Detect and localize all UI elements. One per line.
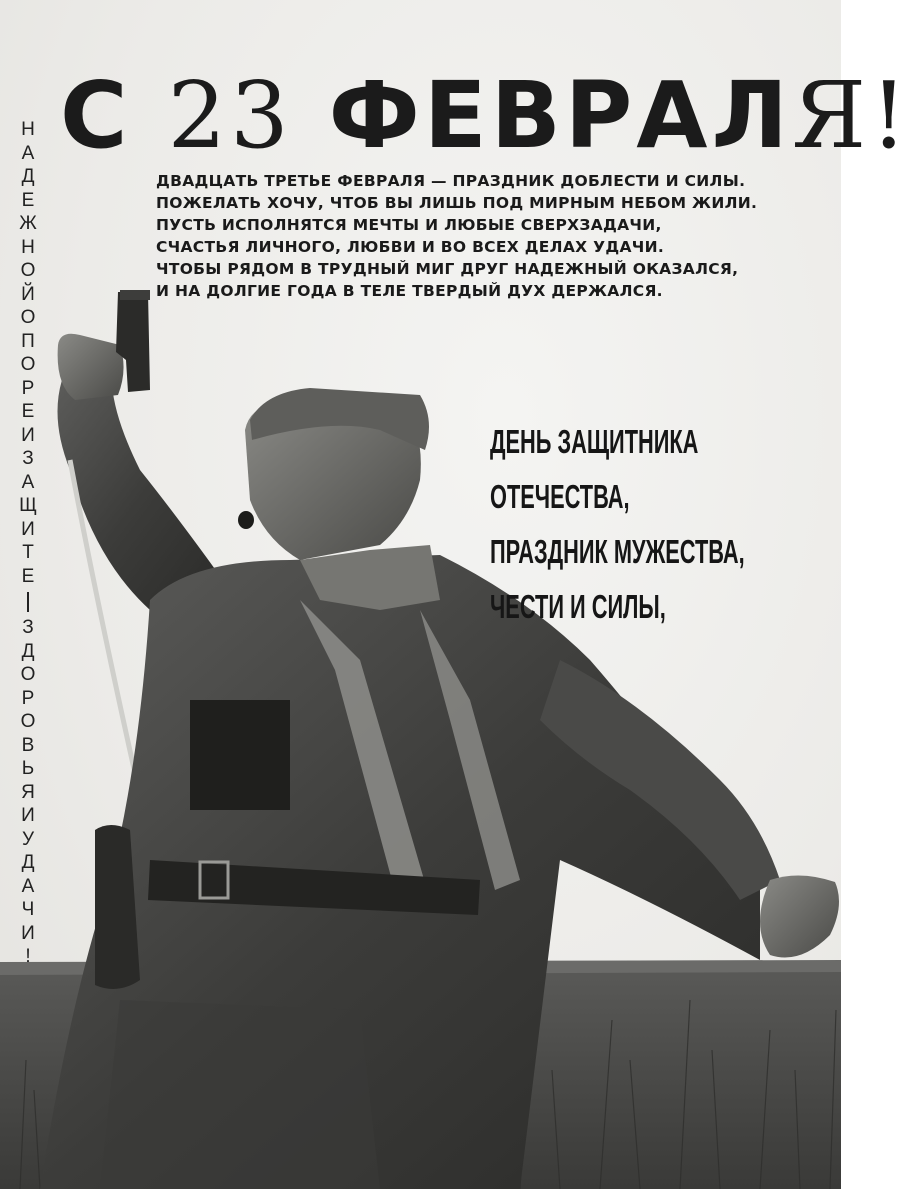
vertical-char: Ж [19, 213, 37, 234]
vertical-char: З [22, 448, 34, 469]
vertical-char: Щ [19, 495, 37, 516]
vertical-char: Я [21, 781, 35, 803]
vertical-char: Д [21, 640, 35, 662]
poem-line: ДВАДЦАТЬ ТРЕТЬЕ ФЕВРАЛЯ — ПРАЗДНИК ДОБЛЕСТИ И СИЛЫ. [156, 172, 746, 190]
title-number: 23 [167, 62, 293, 169]
page-title [60, 62, 911, 169]
title-word-part2: Я! [791, 62, 911, 169]
slogan-line: ДЕНЬ ЗАЩИТНИКА [490, 423, 699, 460]
slogan-line: ОТЕЧЕСТВА, [490, 478, 630, 515]
vertical-char: О [20, 664, 36, 685]
vertical-char: О [20, 307, 36, 328]
vertical-char: Н [21, 119, 35, 140]
vertical-divider [27, 592, 29, 612]
poem [156, 170, 816, 302]
vertical-text-part2 [14, 616, 42, 969]
vertical-text-part1 [14, 118, 42, 588]
vertical-char: А [21, 875, 35, 897]
title-prefix: С [60, 62, 132, 169]
poem-line: ЧТОБЫ РЯДОМ В ТРУДНЫЙ МИГ ДРУГ НАДЕЖНЫЙ ОКАЗАЛСЯ, [156, 260, 739, 278]
slogan-line: ЧЕСТИ И СИЛЫ, [490, 588, 666, 625]
vertical-char: П [21, 330, 35, 352]
vertical-char: ! [25, 946, 31, 967]
vertical-char: И [21, 922, 35, 944]
vertical-char: Ь [21, 758, 35, 779]
vertical-char: Ч [21, 899, 35, 920]
vertical-char: И [21, 424, 35, 446]
vertical-char: Е [21, 565, 35, 587]
poem-line: СЧАСТЬЯ ЛИЧНОГО, ЛЮБВИ И ВО ВСЕХ ДЕЛАХ УДАЧИ. [156, 238, 665, 256]
vertical-char: Д [21, 852, 35, 873]
vertical-char: И [21, 805, 35, 826]
poem-line: ПУСТЬ ИСПОЛНЯТСЯ МЕЧТЫ И ЛЮБЫЕ СВЕРХЗАДАЧИ, [156, 216, 662, 234]
vertical-char: Т [22, 542, 34, 563]
slogan-line: ПРАЗДНИК МУЖЕСТВА, [490, 533, 745, 570]
vertical-char: Е [21, 401, 35, 422]
vertical-char: Е [21, 189, 35, 211]
vertical-char: А [21, 471, 35, 493]
vertical-char: В [21, 734, 35, 756]
slogan [490, 414, 830, 634]
poem-line: И НА ДОЛГИЕ ГОДА В ТЕЛЕ ТВЕРДЫЙ ДУХ ДЕРЖАЛСЯ. [156, 282, 663, 300]
vertical-char: Н [21, 236, 35, 258]
vertical-char: У [21, 828, 35, 850]
poem-line: ПОЖЕЛАТЬ ХОЧУ, ЧТОБ ВЫ ЛИШЬ ПОД МИРНЫМ НЕБОМ ЖИЛИ. [156, 194, 758, 212]
vertical-char: З [22, 617, 34, 638]
vertical-char: О [20, 260, 36, 281]
vertical-char: О [20, 711, 36, 732]
vertical-char: Р [21, 377, 35, 399]
vertical-char: Й [21, 283, 35, 305]
vertical-char: И [21, 518, 35, 540]
vertical-wish [14, 118, 42, 969]
vertical-char: Д [21, 166, 35, 187]
title-word-part1: ФЕВРАЛ [328, 62, 792, 169]
vertical-char: Р [21, 687, 35, 709]
vertical-char: А [21, 142, 35, 164]
vertical-char: О [20, 354, 36, 375]
